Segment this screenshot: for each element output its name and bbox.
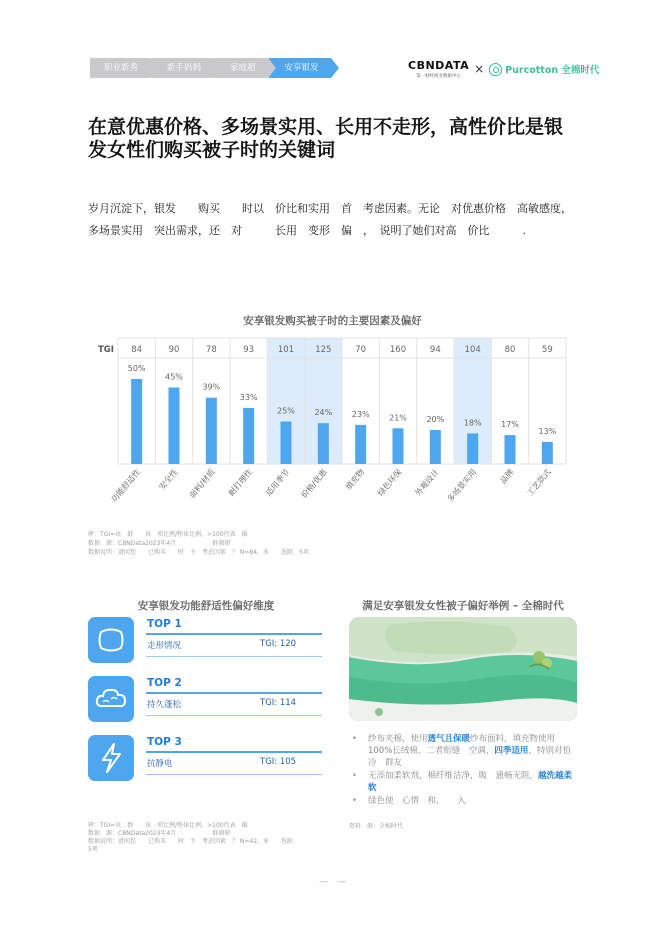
tgi-row-label: TGI	[98, 345, 114, 355]
breadcrumb-item[interactable]: 家庭超	[214, 58, 268, 78]
bar	[430, 430, 441, 464]
cbndata-logo-text: CBNDATA	[408, 59, 470, 72]
left-note: 5项	[88, 846, 98, 853]
bar-value-label: 25%	[277, 406, 295, 416]
left-note: 数据 源：CBNData2023年4月 群调研	[88, 830, 231, 837]
tgi-value: 80	[504, 345, 516, 355]
category-label: 耐打理性	[226, 467, 255, 498]
feature-rank: TOP 1	[147, 618, 182, 630]
chart-note: 数据 源：CBNData2023年4月 群调研	[88, 540, 231, 547]
feature-rank: TOP 3	[147, 736, 182, 748]
category-label: 品牌	[498, 467, 516, 486]
right-section-title: 满足安享银发女性被子偏好举例 – 全棉时代	[362, 600, 564, 612]
cbndata-logo-subtext: 第一财经商业数据中心	[416, 74, 462, 79]
feature-divider	[146, 692, 322, 694]
tgi-value: 101	[277, 345, 295, 355]
bar	[355, 425, 366, 464]
category-label: 绿色环保	[376, 467, 404, 498]
bar-value-label: 39%	[202, 382, 221, 392]
bar-value-label: 17%	[501, 420, 519, 430]
category-label: 多场景实用	[445, 467, 479, 504]
feature-underline	[146, 715, 322, 716]
feature-divider	[146, 633, 322, 635]
feature-top1	[88, 617, 324, 665]
tgi-value: 94	[429, 345, 441, 355]
bar-value-label: 33%	[239, 392, 258, 402]
cross-separator: ×	[474, 62, 485, 76]
feature-tgi: TGI: 114	[260, 698, 297, 708]
bar	[393, 428, 404, 464]
feature-name: 走形情况	[147, 641, 182, 651]
bar	[505, 435, 516, 464]
breadcrumb	[90, 58, 332, 78]
tgi-value: 160	[389, 345, 407, 355]
tgi-value: 93	[243, 345, 255, 355]
tgi-value: 104	[464, 345, 481, 355]
feature-tgi: TGI: 105	[260, 757, 297, 767]
product-bullet: • 纱布夹棉，使用透气且保暖纱布面料，填充物使用100%长绒棉，二者衔缝 空调，四季适用，特别对怕冷 群友	[350, 733, 578, 769]
bar-value-label: 18%	[463, 418, 482, 428]
chart-note: 数据说明：请问您 已购买 时 主 考虑因素 ？ N=84，多 选限 5项	[88, 549, 309, 556]
left-note: 数据说明：请问您 已购买 时 主 考虑因素 ？ N=42，多 选限	[88, 838, 294, 845]
product-photo-quilt	[349, 617, 577, 721]
feature-underline	[146, 656, 322, 657]
cloud-icon	[88, 676, 134, 722]
bar	[467, 433, 478, 464]
category-label: 外观设计	[413, 467, 441, 498]
pillow-icon	[88, 617, 134, 663]
feature-rank: TOP 2	[147, 677, 182, 689]
tgi-value: 78	[205, 345, 217, 355]
chart-note: 释：TGI=该 群 该 项比例/整体比例，>100代表 偏	[88, 531, 248, 538]
bar-value-label: 24%	[314, 408, 333, 418]
bar-value-label: 45%	[165, 372, 183, 382]
chart-notes	[88, 530, 309, 557]
bar-value-label: 23%	[351, 409, 370, 419]
left-notes	[88, 822, 318, 854]
feature-top3	[88, 735, 324, 783]
feature-underline	[146, 774, 322, 775]
tgi-value: 59	[541, 345, 553, 355]
category-label: 价格/优惠	[299, 467, 329, 500]
category-label: 安全性	[157, 467, 180, 492]
bar	[169, 388, 180, 465]
page-title: 在意优惠价格、多场景实用、长用不走形，高性价比是银发女性们购买被子时的关键词	[88, 116, 564, 161]
bar-value-label: 21%	[389, 413, 407, 423]
breadcrumb-item[interactable]: 职业新秀	[90, 58, 150, 78]
factors-bar-chart	[88, 336, 578, 526]
category-label: 工艺款式	[525, 467, 553, 498]
breadcrumb-item[interactable]: 新手妈妈	[151, 58, 213, 78]
right-source-note: 资料 源：全棉时代	[349, 823, 404, 830]
purcotton-logo-icon	[489, 63, 502, 76]
feature-name: 持久蓬松	[147, 700, 182, 710]
tgi-value: 125	[315, 345, 332, 355]
category-label: 适用季节	[264, 467, 292, 498]
purcotton-logo-text: Purcotton 全棉时代	[505, 65, 600, 76]
product-bullet: • 无添加柔软剂，棉纤维洁净，吸 通畅无阻，越洗越柔软	[350, 770, 578, 794]
logo-group	[408, 57, 599, 81]
product-bullet: • 绿色使 心情 和， 入	[350, 795, 578, 807]
category-label: 功能舒适性	[109, 467, 143, 504]
bar	[131, 379, 142, 464]
chart-title: 安享银发购买被子时的主要因素及偏好	[243, 315, 422, 327]
feature-top2	[88, 676, 324, 724]
bar	[281, 422, 292, 465]
category-label: 面料/材质	[187, 467, 217, 500]
tgi-value: 90	[168, 345, 180, 355]
bar-value-label: 20%	[426, 415, 445, 424]
left-note: 释：TGI=该 群 该 项比例/整体比例，>100代表 偏	[88, 822, 248, 829]
tgi-value: 84	[131, 345, 143, 355]
bar	[318, 423, 329, 464]
category-label: 填充物	[343, 467, 367, 492]
product-bullet-list	[350, 733, 578, 808]
page-number: — —	[318, 877, 346, 887]
feature-name: 抗静电	[147, 759, 173, 769]
lightning-icon	[88, 735, 134, 781]
bar	[542, 442, 553, 464]
bar-value-label: 13%	[538, 426, 557, 436]
left-section-title: 安享银发功能舒适性偏好维度	[137, 600, 275, 612]
cbndata-logo	[408, 59, 469, 79]
tgi-value: 70	[355, 345, 367, 355]
bar-value-label: 50%	[127, 364, 146, 373]
feature-divider	[146, 751, 322, 753]
feature-tgi: TGI: 120	[260, 639, 297, 649]
intro-paragraph: 岁月沉淀下，银发 购买 时以 价比和实用 首 考虑因素。无论 对优惠价格 高敏感度，多场景实用 突出需求，还 对 长用 变形 偏 ， 说明了她们对高 价比 .	[88, 202, 572, 237]
breadcrumb-item-active[interactable]: 安享银发	[269, 58, 331, 78]
bar	[243, 408, 254, 464]
bar	[206, 398, 217, 464]
